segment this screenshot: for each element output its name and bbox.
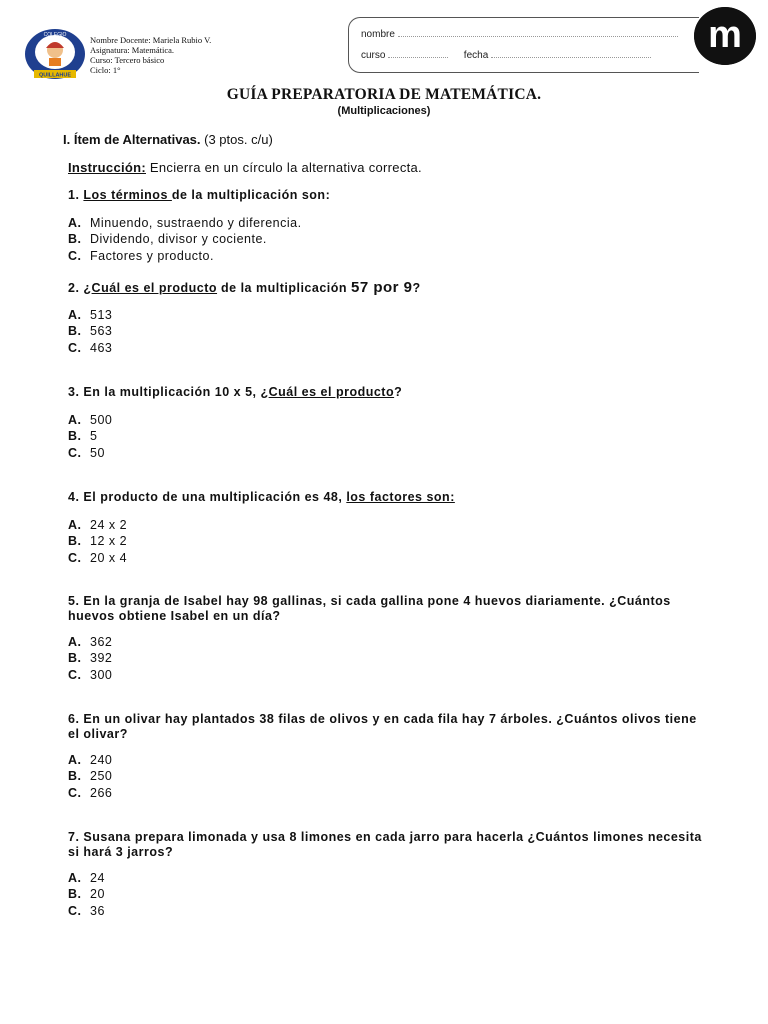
- option-c[interactable]: C. 300: [68, 667, 113, 682]
- school-logo-top-text: COLEGIO: [43, 32, 67, 38]
- question-2: 2. ¿Cuál es el producto de la multiplicación 57 por 9?: [68, 279, 421, 296]
- instruction-text: Encierra en un círculo la alternativa correcta.: [146, 160, 422, 175]
- subject-line: Asignatura: Matemática.: [90, 45, 175, 55]
- question-text: En la granja de Isabel hay 98 gallinas, si cada gallina pone 4 huevos diariamente. ¿Cuántos huevos obtiene Isabel en un día?: [68, 594, 671, 623]
- option-a[interactable]: A. 240: [68, 753, 113, 767]
- option-a[interactable]: A. 362: [68, 635, 113, 649]
- date-field[interactable]: [491, 49, 651, 58]
- options-1: [68, 215, 302, 264]
- option-a[interactable]: A. 513: [68, 308, 113, 322]
- instruction-label: Instrucción:: [68, 160, 146, 175]
- name-label: nombre: [361, 29, 395, 40]
- option-c[interactable]: C. 36: [68, 903, 105, 918]
- section-label: I. Ítem de Alternativas.: [63, 132, 201, 147]
- section-points: (3 ptos. c/u): [204, 132, 273, 147]
- name-row: [361, 28, 678, 40]
- question-7: [68, 830, 708, 860]
- option-b[interactable]: B. 20: [68, 887, 105, 902]
- question-4: 4. El producto de una multiplicación es 48, los factores son:: [68, 490, 455, 504]
- question-text-underlined: Cuál es el producto: [268, 385, 395, 399]
- question-number: 7.: [68, 830, 84, 844]
- question-number: 3.: [68, 385, 84, 399]
- brand-logo: [694, 7, 756, 65]
- teacher-info: [90, 35, 211, 75]
- options-2: [68, 307, 112, 356]
- option-a[interactable]: A. 24 x 2: [68, 518, 128, 532]
- question-text: Susana prepara limonada y usa 8 limones en cada jarro para hacerla ¿Cuántos limones necesita si hará 3 jarros?: [68, 830, 702, 859]
- question-text-underlined: Cuál es el producto: [91, 281, 218, 295]
- question-1: [68, 188, 708, 203]
- option-b[interactable]: B. 12 x 2: [68, 534, 128, 549]
- cycle-line: Ciclo: 1°: [90, 65, 121, 75]
- course-date-row: [361, 49, 651, 61]
- instruction: [68, 160, 422, 175]
- option-a[interactable]: A. Minuendo, sustraendo y diferencia.: [68, 216, 302, 230]
- question-6: [68, 712, 708, 742]
- option-b[interactable]: B. Dividendo, divisor y cociente.: [68, 232, 267, 247]
- teacher-name: Nombre Docente: Mariela Rubio V.: [90, 35, 212, 45]
- school-logo-bottom-text: QUILLAHUE: [38, 72, 72, 79]
- page-subtitle: (Multiplicaciones): [337, 105, 431, 117]
- brand-letter: m: [708, 14, 742, 56]
- options-6: [68, 752, 112, 801]
- course-label: curso: [361, 50, 386, 61]
- option-b[interactable]: B. 392: [68, 651, 113, 666]
- option-a[interactable]: A. 500: [68, 413, 113, 427]
- option-c[interactable]: C. 463: [68, 340, 113, 355]
- page-title: GUÍA PREPARATORIA DE MATEMÁTICA.: [226, 86, 542, 103]
- question-text-underlined: Los términos: [83, 188, 172, 202]
- section-heading: [63, 132, 273, 147]
- course-line: Curso: Tercero básico: [90, 55, 165, 65]
- option-c[interactable]: C. 266: [68, 785, 113, 800]
- options-3: [68, 412, 112, 461]
- course-field[interactable]: [388, 49, 448, 58]
- question-text: En un olivar hay plantados 38 filas de olivos y en cada fila hay 7 árboles. ¿Cuántos olivos tiene el olivar?: [68, 712, 697, 741]
- option-b[interactable]: B. 5: [68, 429, 98, 444]
- option-c[interactable]: C. 20 x 4: [68, 550, 128, 565]
- question-text-underlined: los factores son:: [346, 490, 455, 504]
- question-number: 5.: [68, 594, 84, 608]
- question-3: 3. En la multiplicación 10 x 5, ¿Cuál es el producto?: [68, 385, 403, 399]
- question-number: 1.: [68, 188, 84, 202]
- option-b[interactable]: B. 563: [68, 324, 113, 339]
- question-number: 4.: [68, 490, 84, 504]
- question-emphasis: 57 por 9: [351, 279, 413, 296]
- question-text: de la multiplicación son:: [171, 188, 331, 202]
- option-c[interactable]: C. Factores y producto.: [68, 248, 214, 263]
- student-info-box: [348, 17, 699, 73]
- option-a[interactable]: A. 24: [68, 871, 105, 885]
- school-logo: [24, 28, 86, 80]
- options-5: [68, 634, 112, 683]
- options-4: [68, 517, 127, 566]
- option-c[interactable]: C. 50: [68, 445, 105, 460]
- date-label: fecha: [463, 50, 489, 61]
- options-7: [68, 870, 105, 919]
- question-5: [68, 594, 708, 624]
- name-field[interactable]: [398, 28, 678, 37]
- question-number: 2.: [68, 281, 84, 295]
- question-number: 6.: [68, 712, 84, 726]
- option-b[interactable]: B. 250: [68, 769, 113, 784]
